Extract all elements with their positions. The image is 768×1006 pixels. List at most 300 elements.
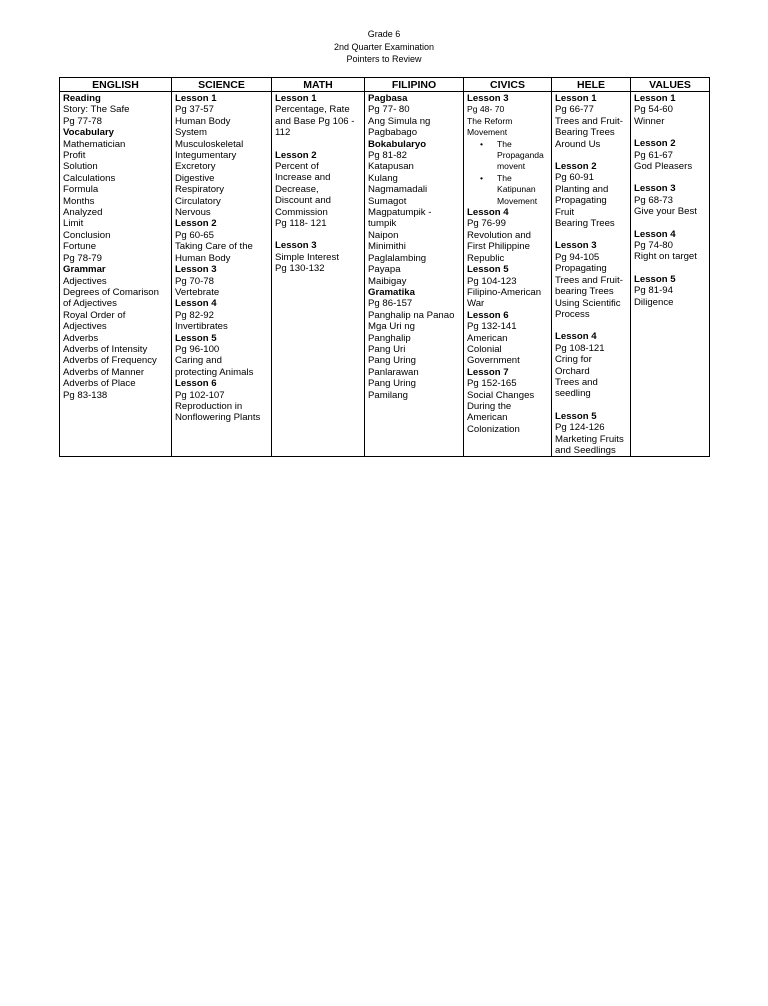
item-text: Pg 77- 80 (368, 104, 410, 116)
item-text: Pg 68-73 (634, 194, 673, 206)
column-header-values: VALUES (631, 78, 710, 92)
list-item (555, 127, 627, 138)
item-text: God Pleasers (634, 161, 693, 173)
item-text: Respiratory (175, 184, 225, 196)
list-item (467, 333, 548, 344)
list-item (467, 276, 548, 287)
item-text: Formula (63, 184, 99, 196)
list-item (368, 184, 460, 195)
item-text: Pg 94-105 (555, 251, 600, 263)
list-item (555, 298, 627, 309)
item-text: Right on target (634, 251, 697, 263)
section-heading (368, 139, 460, 150)
item-text: Adverbs (63, 332, 99, 344)
item-text: Pang Uring (368, 378, 416, 390)
list-item (467, 390, 548, 401)
item-text: Cring for Orchard (555, 354, 592, 377)
item-text: Katipunan (497, 184, 536, 195)
list-item (275, 218, 361, 229)
list-item (467, 298, 548, 309)
item-text: Pg 54-60 (634, 104, 673, 116)
section-heading (555, 240, 627, 251)
list-item (555, 343, 627, 354)
list-item (467, 218, 548, 229)
item-text: Katapusan (368, 161, 414, 173)
section-heading (634, 183, 706, 194)
section-heading (634, 138, 706, 149)
bullet-icon: • (480, 172, 484, 183)
list-item (368, 161, 460, 172)
item-text: Marketing Fruits (555, 433, 624, 445)
item-text: Movement (467, 127, 508, 138)
item-text: Lesson 5 (175, 332, 217, 344)
item-text: During the (467, 400, 512, 412)
list-item (175, 104, 268, 115)
item-text: The (497, 172, 512, 183)
list-item (275, 252, 361, 263)
list-item (555, 252, 627, 263)
item-text: Story: The Safe (63, 104, 130, 116)
item-text: Lesson 1 (634, 93, 676, 104)
section-heading (555, 93, 627, 104)
list-item (175, 207, 268, 218)
item-text: Lesson 5 (555, 410, 597, 422)
item-text: Lesson 4 (175, 298, 217, 310)
spacer (555, 320, 627, 331)
item-text: Pagbasa (368, 93, 408, 104)
column-header-hele: HELE (552, 78, 631, 92)
list-item (63, 276, 168, 287)
item-text: Pg 70-78 (175, 275, 214, 287)
item-text: Caring and (175, 355, 222, 367)
item-text: Pg 76-99 (467, 218, 506, 230)
item-text: Around Us (555, 138, 601, 150)
section-heading (467, 264, 548, 275)
item-text: Lesson 2 (175, 218, 217, 230)
list-item (368, 196, 460, 207)
list-item (368, 207, 460, 218)
list-item (634, 150, 706, 161)
item-text: Pg 132-141 (467, 321, 517, 333)
list-item (275, 127, 361, 138)
list-item (634, 195, 706, 206)
values-cell (631, 92, 710, 457)
item-text: Lesson 3 (467, 93, 509, 104)
list-item (368, 104, 460, 115)
item-text: Pg 66-77 (555, 104, 594, 116)
list-item (63, 218, 168, 229)
list-item (467, 424, 548, 435)
list-item (63, 344, 168, 355)
item-text: Adjectives (63, 275, 107, 287)
list-item (555, 422, 627, 433)
item-text: Process (555, 308, 590, 320)
list-item (175, 321, 268, 332)
list-item (467, 378, 548, 389)
table-header-row (60, 78, 710, 92)
item-text: Pg 48- 70 (467, 104, 505, 115)
column-header-civics: CIVICS (464, 78, 552, 92)
section-heading (275, 240, 361, 251)
item-text: Decrease, (275, 183, 319, 195)
list-item (368, 218, 460, 229)
item-text: Trees and (555, 376, 598, 388)
item-text: bearing Trees (555, 286, 614, 298)
item-text: Colonial (467, 343, 502, 355)
list-item (368, 241, 460, 252)
item-text: Lesson 1 (275, 93, 317, 104)
spacer (555, 229, 627, 240)
section-heading (63, 264, 168, 275)
list-item (634, 297, 706, 308)
list-item (175, 127, 268, 138)
list-item (175, 287, 268, 298)
list-item (275, 161, 361, 172)
item-text: Diligence (634, 296, 674, 308)
science-cell (172, 92, 272, 457)
list-item (63, 161, 168, 172)
exam-title: 2nd Quarter Examination (333, 41, 435, 52)
spacer (634, 263, 706, 274)
item-text: Filipino-American (467, 286, 542, 298)
item-text: Planting and (555, 183, 609, 195)
list-item (555, 309, 627, 320)
section-heading (467, 367, 548, 378)
list-item (368, 344, 460, 355)
list-item (63, 116, 168, 127)
item-text: Propagating Fruit (555, 195, 607, 218)
item-text: Using Scientific (555, 297, 621, 309)
list-item (555, 104, 627, 115)
section-heading (63, 93, 168, 104)
item-text: Lesson 5 (467, 264, 509, 276)
list-item (275, 263, 361, 274)
item-text: Pg 130-132 (275, 263, 325, 275)
item-text: and Seedlings (555, 444, 616, 456)
list-item (555, 116, 627, 127)
review-table (59, 77, 710, 457)
list-item (634, 104, 706, 115)
item-text: Musculoskeletal (175, 138, 244, 150)
item-text: Simple Interest (275, 251, 339, 263)
item-text: and Base Pg 106 - (275, 115, 355, 127)
item-text: Ang Simula ng (368, 115, 431, 127)
item-text: Panlarawan (368, 366, 419, 378)
list-item (368, 116, 460, 127)
exam-subtitle: Pointers to Review (346, 54, 422, 64)
list-item (467, 150, 548, 161)
list-item (368, 253, 460, 264)
item-text: Nervous (175, 207, 211, 219)
list-item (63, 139, 168, 150)
item-text: War (467, 298, 485, 310)
list-item (555, 195, 627, 218)
list-item (555, 172, 627, 183)
list-item (175, 276, 268, 287)
item-text: Pg 81-82 (368, 150, 407, 162)
spacer (634, 127, 706, 138)
item-text: Bearing Trees (555, 218, 615, 230)
list-item (467, 321, 548, 332)
item-text: Trees and Fruit- (555, 115, 623, 127)
section-heading (634, 229, 706, 240)
item-text: American (467, 412, 508, 424)
item-text: Pg 60-65 (175, 229, 214, 241)
item-text: The Reform (467, 115, 513, 126)
item-text: Movement (497, 195, 538, 206)
item-text: Limit (63, 218, 84, 230)
list-item (175, 150, 268, 161)
list-item (467, 412, 548, 423)
list-item (175, 196, 268, 207)
item-text: Kulang (368, 172, 398, 184)
item-text: Pg 104-123 (467, 275, 517, 287)
section-heading (368, 287, 460, 298)
list-item (467, 104, 548, 115)
list-item (63, 378, 168, 389)
section-heading (634, 274, 706, 285)
item-text: System (175, 127, 207, 139)
item-text: Winner (634, 115, 665, 127)
item-text: Pamilang (368, 389, 408, 401)
spacer (555, 400, 627, 411)
bullet-icon: • (480, 138, 484, 149)
section-heading (175, 298, 268, 309)
item-text: Lesson 3 (634, 183, 676, 195)
section-heading (63, 127, 168, 138)
item-text: Pg 77-78 (63, 115, 102, 127)
list-item (634, 161, 706, 172)
list-item (634, 206, 706, 217)
list-item (555, 388, 627, 399)
item-text: seedling (555, 388, 591, 400)
list-item (63, 367, 168, 378)
item-text: American (467, 332, 508, 344)
list-item (634, 251, 706, 262)
list-item (467, 127, 548, 138)
item-text: Integumentary (175, 150, 237, 162)
civics-cell (464, 92, 552, 457)
item-text: Propaganda (497, 150, 544, 161)
item-text: Adverbs of Frequency (63, 355, 157, 367)
item-text: Pg 86-157 (368, 298, 413, 310)
item-text: Increase and (275, 172, 331, 184)
item-text: Analyzed (63, 207, 103, 219)
item-text: Nagmamadali (368, 184, 428, 196)
list-item (555, 445, 627, 456)
item-text: Give your Best (634, 206, 697, 218)
item-text: Invertibrates (175, 321, 228, 333)
list-item (63, 355, 168, 366)
item-text: Pg 83-138 (63, 389, 108, 401)
list-item (634, 116, 706, 127)
item-text: Government (467, 355, 520, 367)
list-item (467, 161, 548, 172)
item-text: Lesson 3 (555, 240, 597, 252)
item-text: Lesson 7 (467, 366, 509, 378)
item-text: Commission (275, 206, 328, 218)
item-text: Mathematician (63, 138, 126, 150)
item-text: Lesson 1 (175, 93, 217, 104)
item-text: Naipon (368, 229, 399, 241)
item-text: Human Body (175, 115, 231, 127)
item-text: Grammar (63, 264, 106, 276)
item-text: Royal Order of (63, 309, 126, 321)
item-text: Pang Uring (368, 355, 416, 367)
item-text: Maibigay (368, 275, 407, 287)
item-text: Profit (63, 150, 86, 162)
filipino-cell (365, 92, 464, 457)
item-text: Adverbs of Place (63, 378, 136, 390)
list-item (63, 287, 168, 298)
section-heading (368, 93, 460, 104)
item-text: Adverbs of Intensity (63, 343, 148, 355)
list-item (368, 390, 460, 401)
item-text: Pagbabago (368, 127, 418, 139)
spacer (275, 229, 361, 240)
grade-line: Grade 6 (367, 29, 401, 39)
item-text: Pg 74-80 (634, 240, 673, 252)
table-content-row (60, 92, 710, 457)
section-heading (275, 150, 361, 161)
item-text: Pg 96-100 (175, 343, 220, 355)
list-item (467, 196, 548, 207)
list-item (555, 275, 627, 286)
list-item (175, 344, 268, 355)
list-item (275, 116, 361, 127)
list-item (275, 207, 361, 218)
list-item (555, 139, 627, 150)
item-text: Lesson 2 (275, 149, 317, 161)
list-item (555, 184, 627, 195)
list-item (467, 253, 548, 264)
list-item (175, 241, 268, 252)
list-item (555, 434, 627, 445)
column-header-math: MATH (272, 78, 365, 92)
list-item (467, 173, 548, 184)
list-item (555, 263, 627, 274)
list-item (467, 139, 548, 150)
item-text: Nonflowering Plants (175, 412, 261, 424)
spacer (634, 218, 706, 229)
item-text: The (497, 138, 512, 149)
list-item (63, 207, 168, 218)
column-header-english: ENGLISH (60, 78, 172, 92)
list-item (368, 150, 460, 161)
list-item (368, 321, 460, 332)
list-item (368, 367, 460, 378)
item-text: Pg 108-121 (555, 342, 605, 354)
list-item (175, 412, 268, 423)
item-text: Adverbs of Manner (63, 366, 145, 378)
spacer (275, 139, 361, 150)
item-text: Lesson 1 (555, 93, 597, 104)
item-text: Pg 118- 121 (275, 218, 327, 230)
list-item (368, 127, 460, 138)
section-heading (175, 378, 268, 389)
item-text: Lesson 2 (555, 161, 597, 173)
item-text: Conclusion (63, 229, 111, 241)
item-text: Circulatory (175, 195, 221, 207)
list-item (467, 287, 548, 298)
item-text: Lesson 6 (467, 309, 509, 321)
list-item (634, 240, 706, 251)
document-header (0, 28, 768, 66)
list-item (368, 378, 460, 389)
item-text: Pg 37-57 (175, 104, 214, 116)
item-text: Sumagot (368, 195, 407, 207)
section-heading (275, 93, 361, 104)
list-item (467, 241, 548, 252)
item-text: Excretory (175, 161, 216, 173)
column-header-science: SCIENCE (172, 78, 272, 92)
item-text: Reading (63, 93, 101, 104)
item-text: Vocabulary (63, 127, 115, 139)
list-item (175, 230, 268, 241)
item-text: Lesson 4 (555, 331, 597, 343)
list-item (555, 354, 627, 377)
item-text: Percent of (275, 161, 319, 173)
item-text: Human Body (175, 252, 231, 264)
list-item (63, 196, 168, 207)
list-item (555, 218, 627, 229)
list-item (175, 367, 268, 378)
item-text: of Adjectives (63, 298, 117, 310)
list-item (275, 104, 361, 115)
item-text: Degrees of Comarison (63, 286, 159, 298)
section-heading (467, 310, 548, 321)
item-text: Lesson 4 (467, 207, 509, 219)
list-item (63, 321, 168, 332)
list-item (175, 310, 268, 321)
section-heading (634, 93, 706, 104)
item-text: Pg 81-94 (634, 285, 673, 297)
list-item (63, 104, 168, 115)
item-text: Solution (63, 161, 98, 173)
item-text: Bearing Trees (555, 127, 615, 139)
item-text: Fortune (63, 241, 97, 253)
item-text: Mga Uri ng (368, 321, 415, 333)
item-text: Magpatumpik - (368, 207, 432, 219)
list-item (63, 390, 168, 401)
list-item (467, 401, 548, 412)
section-heading (467, 207, 548, 218)
item-text: Pg 78-79 (63, 252, 102, 264)
section-heading (175, 93, 268, 104)
list-item (368, 333, 460, 344)
item-text: Lesson 4 (634, 228, 676, 240)
section-heading (555, 161, 627, 172)
hele-cell (552, 92, 631, 457)
list-item (467, 344, 548, 355)
list-item (63, 173, 168, 184)
list-item (467, 355, 548, 366)
item-text: Bokabularyo (368, 138, 427, 150)
list-item (63, 253, 168, 264)
item-text: Payapa (368, 264, 401, 276)
item-text: Propagating (555, 263, 607, 275)
list-item (175, 116, 268, 127)
list-item (175, 161, 268, 172)
item-text: movent (497, 161, 526, 172)
list-item (63, 184, 168, 195)
item-text: Revolution and (467, 229, 532, 241)
item-text: Digestive (175, 172, 215, 184)
column-header-filipino: FILIPINO (365, 78, 464, 92)
item-text: Discount and (275, 195, 331, 207)
spacer (634, 172, 706, 183)
item-text: Panghalip (368, 332, 411, 344)
